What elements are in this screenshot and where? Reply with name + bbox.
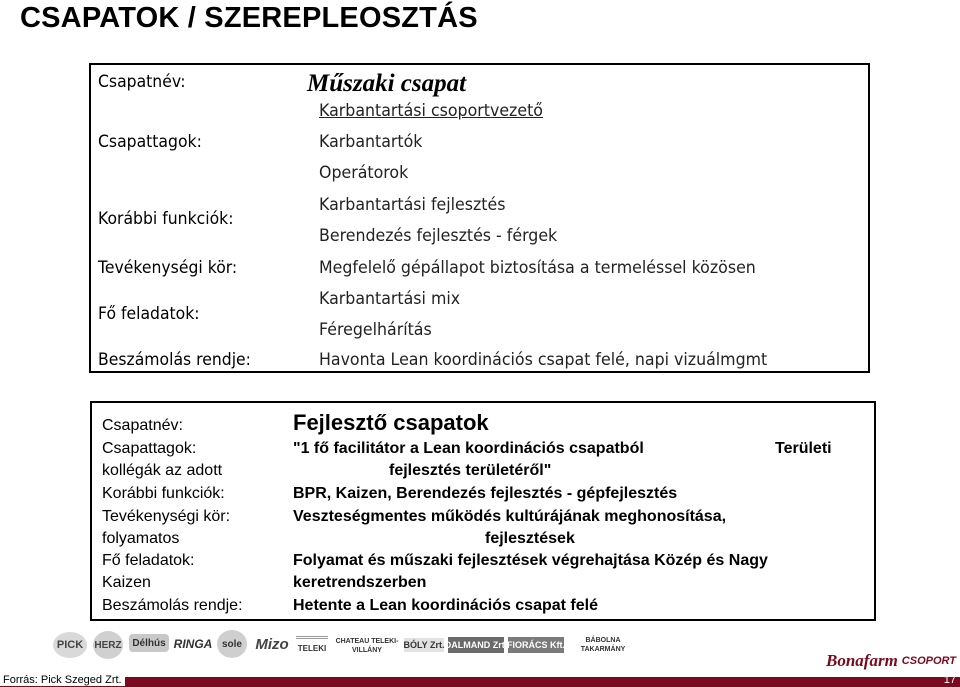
page-number: 17: [943, 674, 956, 686]
previous-function-value: Berendezés fejlesztés - férgek: [319, 226, 558, 246]
label-members: Csapattagok:: [98, 132, 202, 152]
mizo-logo: Mizo: [255, 635, 289, 653]
team-card-maintenance: [89, 63, 870, 373]
team-card-development: [90, 401, 876, 621]
label-team-name: Csapatnév:: [98, 72, 186, 92]
label-main-tasks: Fő feladatok:: [102, 552, 195, 569]
label-main-tasks: Fő feladatok:: [98, 304, 200, 324]
scope-value-cont: fejlesztések: [485, 530, 575, 547]
label-reporting: Beszámolás rendje:: [98, 350, 251, 370]
babolna-logo: BÁBOLNA TAKARMÁNY: [580, 637, 626, 653]
main-tasks-value: Folyamat és műszaki fejlesztések végrehajtása Közép és Nagy: [293, 552, 768, 569]
member-value: Operátorok: [319, 163, 409, 183]
main-tasks-value-cont: keretrendszerben: [293, 574, 427, 591]
dalmand-logo: DALMAND Zrt.: [448, 637, 504, 653]
label-scope-cont: folyamatos: [102, 530, 180, 547]
page-title: CSAPATOK / SZEREPLEOSZTÁS: [20, 2, 478, 34]
member-value: Karbantartók: [319, 132, 423, 152]
bonafarm-suffix: CSOPORT: [901, 655, 956, 667]
members-value: "1 fő facilitátor a Lean koordinációs csapatból: [293, 440, 644, 457]
team-name: Műszaki csapat: [307, 70, 467, 97]
teleki-logo: TELEKI: [296, 636, 328, 658]
label-members-cont: kollégák az adott: [102, 462, 223, 479]
label-scope: Tevékenységi kör:: [102, 508, 231, 525]
team-name: Fejlesztő csapatok: [293, 410, 489, 435]
ringa-logo: RINGA: [173, 637, 213, 651]
previous-functions-value: BPR, Kaizen, Berendezés fejlesztés - gépfejlesztés: [293, 485, 678, 502]
source-note: Forrás: Pick Szeged Zrt.: [0, 674, 125, 686]
label-members: Csapattagok:: [102, 440, 197, 457]
chateau-teleki-logo: CHATEAU TELEKI-VILLÁNY: [335, 638, 399, 654]
pick-logo: PICK: [53, 632, 87, 658]
sole-logo: sole: [217, 630, 247, 658]
label-main-tasks-cont: Kaizen: [102, 574, 151, 591]
main-task-value: Karbantartási mix: [319, 289, 461, 309]
label-scope: Tevékenységi kör:: [98, 258, 238, 278]
reporting-value: Havonta Lean koordinációs csapat felé, napi vizuálmgmt: [319, 350, 768, 370]
scope-value: Veszteségmentes működés kultúrájának meghonosítása,: [293, 508, 727, 525]
footer-bar: [0, 677, 960, 687]
delhus-logo: Délhús: [129, 634, 169, 652]
label-team-name: Csapatnév:: [102, 417, 183, 434]
main-task-value: Féregelhárítás: [319, 320, 432, 340]
label-previous-functions: Korábbi funkciók:: [98, 209, 234, 229]
bonafarm-name: Bonafarm: [826, 651, 898, 670]
members-value-right: Területi: [775, 440, 832, 457]
bonafarm-logo: [826, 648, 956, 674]
previous-function-value: Karbantartási fejlesztés: [319, 195, 506, 215]
herz-logo: HERZ: [93, 631, 123, 659]
label-reporting: Beszámolás rendje:: [102, 597, 243, 614]
members-value-cont: fejlesztés területéről": [389, 462, 552, 479]
member-value: Karbantartási csoportvezető: [319, 101, 543, 121]
boly-logo: BÓLY Zrt.: [403, 640, 445, 650]
reporting-value: Hetente a Lean koordinációs csapat felé: [293, 597, 598, 614]
fioracs-logo: FIORÁCS Kft.: [508, 637, 564, 653]
scope-value: Megfelelő gépállapot biztosítása a termeléssel közösen: [319, 258, 756, 278]
label-previous-functions: Korábbi funkciók:: [102, 485, 225, 502]
